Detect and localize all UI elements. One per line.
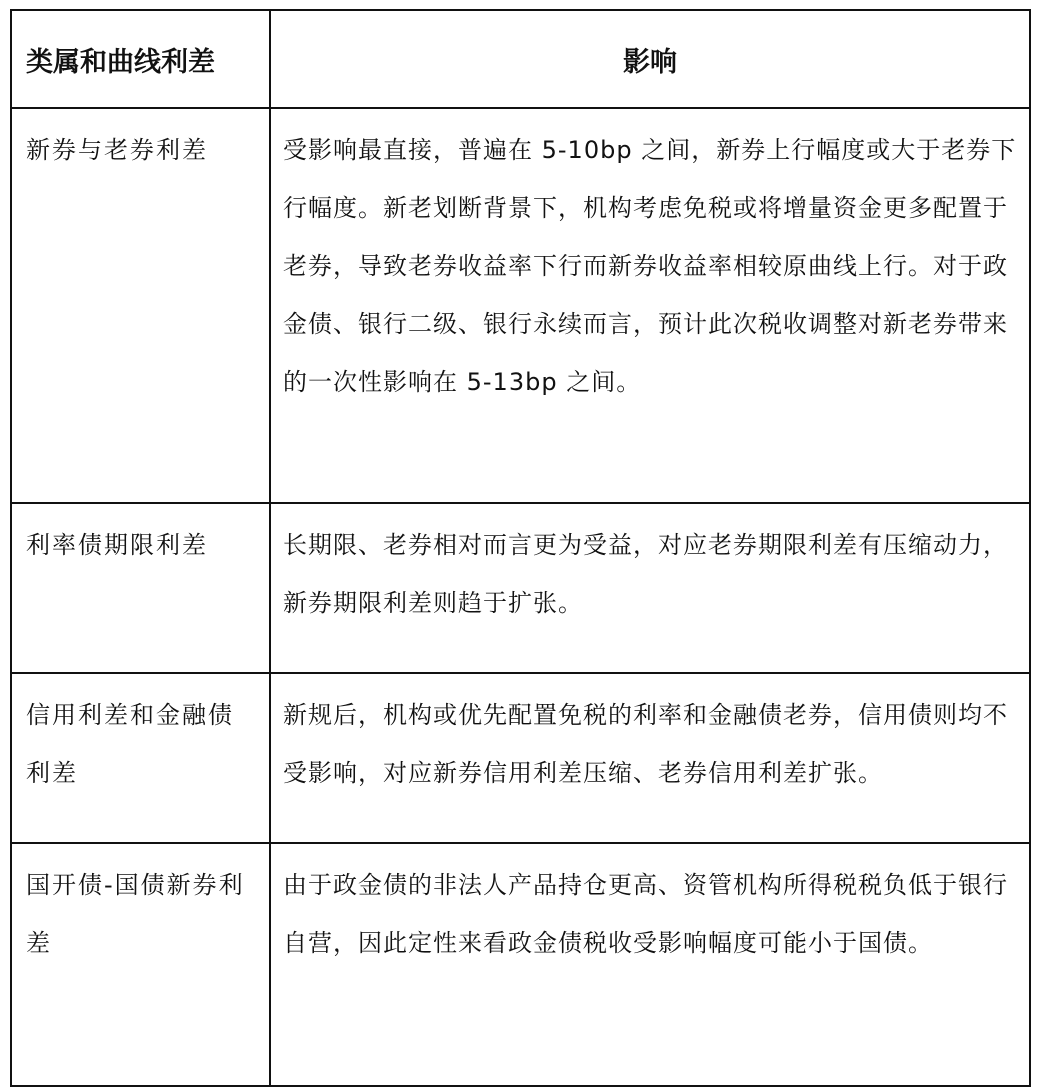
header-category: 类属和曲线利差 [11,10,270,108]
impact-table [10,9,1031,1087]
table-row [11,108,1030,503]
row-impact: 受影响最直接，普遍在 5-10bp 之间，新券上行幅度或大于老券下行幅度。新老划断背景下，机构考虑免税或将增量资金更多配置于老券，导致老券收益率下行而新券收益率相较原曲线上行。对于政金债、银行二级、银行永续而言，预计此次税收调整对新老券带来的一次性影响在 5-13bp 之间。 [270,108,1030,503]
table-row [11,503,1030,673]
row-impact: 新规后，机构或优先配置免税的利率和金融债老券，信用债则均不受影响，对应新券信用利差压缩、老券信用利差扩张。 [270,673,1030,843]
table-row [11,843,1030,1086]
row-impact: 由于政金债的非法人产品持仓更高、资管机构所得税税负低于银行自营，因此定性来看政金债税收受影响幅度可能小于国债。 [270,843,1030,1086]
table-row [11,673,1030,843]
row-category: 信用利差和金融债利差 [11,673,270,843]
row-category: 利率债期限利差 [11,503,270,673]
row-category: 新券与老券利差 [11,108,270,503]
header-impact: 影响 [270,10,1030,108]
row-category: 国开债-国债新券利差 [11,843,270,1086]
row-impact: 长期限、老券相对而言更为受益，对应老券期限利差有压缩动力，新券期限利差则趋于扩张。 [270,503,1030,673]
header-row [11,10,1030,108]
